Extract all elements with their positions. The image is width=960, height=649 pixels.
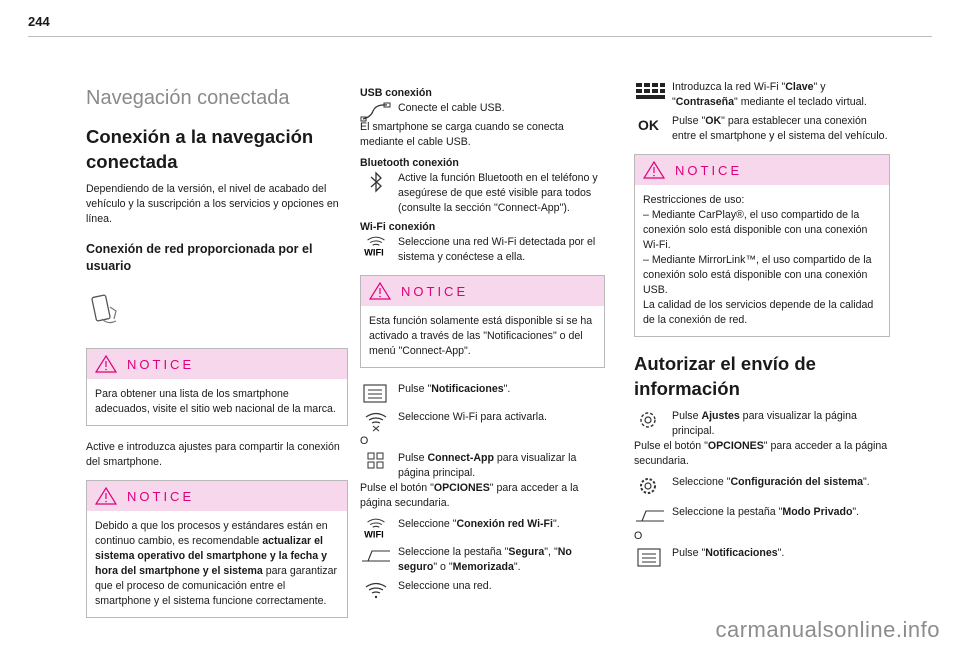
column-2 (360, 86, 605, 603)
text-part: Pulse el botón " (360, 482, 434, 494)
step-text (672, 546, 890, 561)
wifi-step (360, 235, 605, 265)
notice-box-2 (86, 480, 348, 618)
text-bold: OPCIONES (433, 482, 490, 494)
text-part: Introduzca la red Wi-Fi " (672, 81, 786, 93)
notifications-list-icon (360, 382, 392, 404)
text-bold: OK (705, 115, 722, 127)
text-part: " para acceder a la página secundaria. (634, 440, 888, 467)
notice-box-3 (360, 275, 605, 368)
notice-text: Para obtener una lista de los smartphone adecuados, visite el sitio web nacional de la marca. (95, 388, 336, 415)
usb-text-2: El smartphone se carga cuando se conecta mediante el cable USB. (360, 121, 564, 148)
notice-title: NOTICE (127, 356, 195, 372)
wifi-text: Seleccione una red Wi-Fi detectada por el sistema y conéctese a ella. (398, 236, 596, 263)
step-select-network (360, 579, 605, 599)
text-bold: Ajustes (701, 410, 740, 422)
step-keyboard (634, 80, 890, 110)
text-part: ". (503, 383, 511, 395)
column-3 (634, 80, 890, 570)
text-bold: Segura (508, 546, 545, 558)
text-bold: Clave (785, 81, 814, 93)
step-options (634, 439, 890, 469)
wifi-title: Wi-Fi conexión (360, 221, 436, 233)
notice-text-part: Debido a que los procesos y estándares están en continuo cambio, es recomendable (95, 520, 328, 547)
step-ok (634, 114, 890, 144)
tab-icon (360, 545, 392, 567)
text-part: Seleccione la pestaña " (672, 506, 783, 518)
step-options (360, 481, 605, 511)
gear-icon (634, 475, 666, 497)
warning-icon (95, 355, 117, 373)
apps-grid-icon (360, 451, 392, 473)
text-part: " y " (672, 81, 826, 108)
notice-text: Esta función solamente está disponible si se ha activado a través de las "Notificaciones" o del menú "Connect-App". (369, 315, 593, 357)
wifi-label-icon (360, 235, 392, 257)
step-text (398, 545, 605, 575)
text-part: ". (552, 518, 560, 530)
wifi-off-icon (360, 410, 392, 432)
step-text (672, 505, 890, 520)
step-text: Seleccione una red. (398, 580, 492, 592)
notice-title: NOTICE (127, 488, 195, 504)
notice-line: – Mediante MirrorLink™, el uso compartido de la conexión solo está disponible con una conexión USB. (643, 254, 872, 296)
step-wifi-activate (360, 410, 605, 430)
text-part: para visualizar la página principal. (672, 410, 857, 437)
notice-title: NOTICE (675, 162, 743, 178)
or-separator: O (360, 435, 369, 447)
usb-title: USB conexión (360, 87, 432, 99)
bluetooth-step (360, 171, 605, 216)
heading-authorize: Autorizar el envío de información (634, 353, 816, 399)
ok-label: OK (638, 117, 659, 133)
text-bold: Conexión red Wi-Fi (456, 518, 553, 530)
step-notifications (634, 546, 890, 566)
step-text (398, 517, 605, 532)
step-text (672, 114, 890, 144)
text-part: ". (862, 476, 870, 488)
warning-icon (643, 161, 665, 179)
text-part: " para acceder a la página secundaria. (360, 482, 579, 509)
heading-connection: Conexión a la navegación conectada (86, 126, 314, 172)
text-part: Pulse (672, 410, 702, 422)
watermark: carmanualsonline.info (715, 617, 940, 642)
step-notifications (360, 382, 605, 402)
text-part: ", " (544, 546, 558, 558)
notice-header (635, 155, 889, 185)
text-bold: No seguro (398, 546, 572, 573)
text-part: Seleccione " (398, 518, 457, 530)
notice-box-4 (634, 154, 890, 337)
notifications-list-icon (634, 546, 666, 568)
text-bold: Modo Privado (782, 506, 853, 518)
text-part: Pulse " (672, 547, 706, 559)
settings-icon (634, 409, 666, 431)
text-part: ". (777, 547, 785, 559)
bluetooth-icon (360, 171, 392, 193)
text-part: Pulse " (398, 383, 432, 395)
bluetooth-title: Bluetooth conexión (360, 157, 459, 169)
step-text (398, 451, 605, 481)
step-settings (634, 409, 890, 439)
text-part: Seleccione " (672, 476, 731, 488)
section-title: Navegación conectada (86, 87, 290, 109)
text-part: Seleccione la pestaña " (398, 546, 509, 558)
notice-line: – Mediante CarPlay®, el uso compartido de la conexión solo está disponible con una conexión Wi-Fi. (643, 209, 868, 251)
text-part: ". (513, 561, 521, 573)
text-bold: Connect-App (427, 452, 494, 464)
usb-text-1: Conecte el cable USB. (398, 102, 505, 114)
step-text (672, 80, 890, 110)
notice-text-part: para garantizar que el proceso de comunicación entre el smartphone y el sistema funcione correctamente. (95, 565, 337, 607)
step-wifi-network (360, 517, 605, 537)
usb-step (360, 101, 605, 121)
smartphone-icon (88, 293, 122, 327)
tab-icon (634, 505, 666, 527)
intro-text: Dependiendo de la versión, el nivel de acabado del vehículo y la suscripción a los servicios y opciones en línea. (86, 183, 339, 225)
heading-user-network: Conexión de red proporcionada por el usuario (86, 242, 313, 273)
notice-box-1 (86, 348, 348, 426)
text-part: para visualizar la página principal. (398, 452, 577, 479)
text-part: Pulse " (672, 115, 706, 127)
wifi-label-icon (360, 517, 392, 539)
text-bold: Configuración del sistema (730, 476, 863, 488)
step-connect-app (360, 451, 605, 481)
notice-text-bold: actualizar el sistema operativo del smartphone y la fecha y hora del smartphone y el sistema (95, 535, 327, 577)
svg-text:WIFI: WIFI (364, 529, 384, 539)
text-bold: Notificaciones (705, 547, 778, 559)
text-part: " o " (433, 561, 453, 573)
warning-icon (369, 282, 391, 300)
text-bold: Contraseña (675, 96, 735, 108)
column-1 (86, 80, 348, 632)
top-rule (28, 36, 932, 37)
text-part: " para establecer una conexión entre el smartphone y el sistema del vehículo. (672, 115, 888, 142)
step-private-mode (634, 505, 890, 525)
svg-text:WIFI: WIFI (364, 247, 384, 257)
text-part: " mediante el teclado virtual. (734, 96, 867, 108)
wifi-icon (360, 579, 392, 601)
bluetooth-text: Active la función Bluetooth en el teléfono y asegúrese de que esté visible para todos (consulte la sección "Connect-App"). (398, 172, 598, 214)
usb-cable-icon (360, 101, 392, 123)
text-bold: Notificaciones (431, 383, 504, 395)
text-part: Pulse (398, 452, 428, 464)
share-connection-text: Active e introduzca ajustes para compartir la conexión del smartphone. (86, 441, 340, 468)
text-bold: OPCIONES (707, 440, 764, 452)
notice-text (635, 185, 889, 336)
step-text (672, 475, 890, 490)
page-number: 244 (28, 14, 50, 29)
notice-title: NOTICE (401, 283, 469, 299)
step-system-config (634, 475, 890, 495)
step-text (672, 409, 890, 439)
text-part: ". (852, 506, 860, 518)
notice-header (87, 349, 347, 379)
step-text (398, 382, 605, 397)
keyboard-icon (634, 80, 666, 102)
text-bold: Memorizada (452, 561, 514, 573)
notice-header (87, 481, 347, 511)
step-tab (360, 545, 605, 575)
notice-header (361, 276, 604, 306)
step-text: Seleccione Wi-Fi para activarla. (398, 411, 547, 423)
text-part: Pulse el botón " (634, 440, 708, 452)
notice-text (87, 511, 347, 617)
notice-line: Restricciones de uso: (643, 194, 745, 206)
notice-line: La calidad de los servicios depende de la calidad de la conexión de red. (643, 299, 874, 326)
or-separator: O (634, 530, 643, 542)
warning-icon (95, 487, 117, 505)
